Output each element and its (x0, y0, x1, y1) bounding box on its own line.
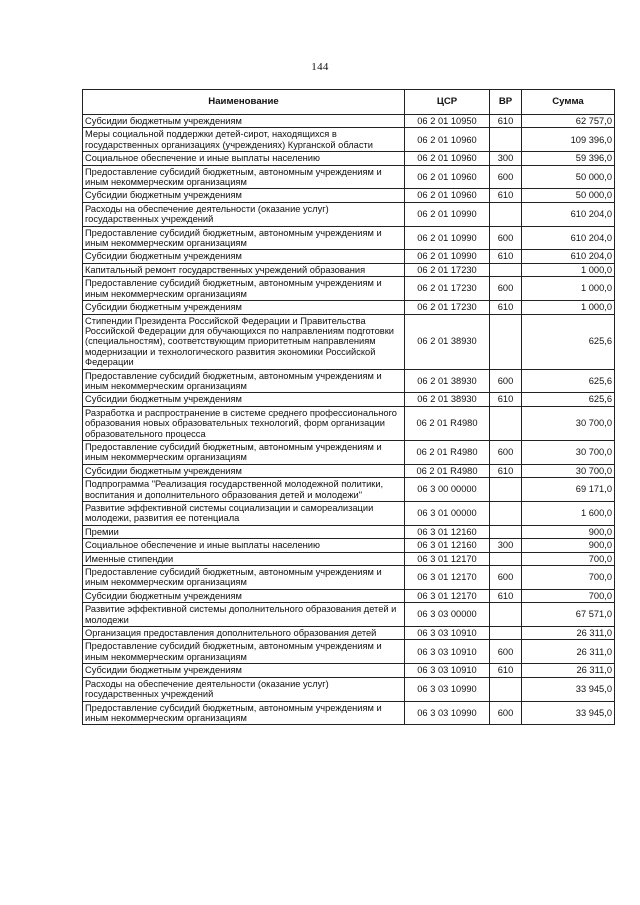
table-row (83, 115, 615, 128)
cell-sum: 50 000,0 (522, 165, 615, 189)
cell-sum: 33 945,0 (522, 677, 615, 701)
cell-csr: 06 3 01 12160 (405, 539, 490, 552)
cell-csr: 06 3 03 10910 (405, 640, 490, 664)
table-row (83, 664, 615, 677)
cell-sum: 900,0 (522, 539, 615, 552)
cell-vr: 600 (490, 440, 522, 464)
cell-vr (490, 552, 522, 565)
cell-name: Премии (83, 525, 405, 538)
table-row (83, 552, 615, 565)
cell-vr: 600 (490, 369, 522, 393)
cell-vr: 610 (490, 250, 522, 263)
budget-table (82, 89, 615, 725)
cell-csr: 06 3 01 12160 (405, 525, 490, 538)
cell-vr: 610 (490, 115, 522, 128)
cell-sum: 700,0 (522, 552, 615, 565)
cell-vr (490, 603, 522, 627)
cell-name: Предоставление субсидий бюджетным, автономным учреждениям и иным некоммерческим организациям (83, 566, 405, 590)
cell-name: Предоставление субсидий бюджетным, автономным учреждениям и иным некоммерческим организациям (83, 640, 405, 664)
cell-csr: 06 3 03 10990 (405, 701, 490, 725)
cell-name: Предоставление субсидий бюджетным, автономным учреждениям и иным некоммерческим организациям (83, 226, 405, 250)
table-row (83, 128, 615, 152)
cell-vr: 600 (490, 701, 522, 725)
cell-csr: 06 2 01 10960 (405, 189, 490, 202)
header-name: Наименование (83, 90, 405, 115)
cell-name: Разработка и распространение в системе среднего профессионального образования новых образовательных технологий, форм организации образовательного процесса (83, 406, 405, 440)
cell-vr (490, 502, 522, 526)
cell-vr (490, 627, 522, 640)
cell-name: Развитие эффективной системы социализации и самореализации молодежи, развития ее потенциала (83, 502, 405, 526)
cell-sum: 69 171,0 (522, 478, 615, 502)
table-row (83, 369, 615, 393)
cell-vr (490, 406, 522, 440)
table-row (83, 189, 615, 202)
cell-vr (490, 478, 522, 502)
cell-name: Предоставление субсидий бюджетным, автономным учреждениям и иным некоммерческим организациям (83, 277, 405, 301)
cell-sum: 625,6 (522, 369, 615, 393)
cell-name: Расходы на обеспечение деятельности (оказание услуг) государственных учреждений (83, 202, 405, 226)
table-row (83, 165, 615, 189)
cell-csr: 06 2 01 38930 (405, 369, 490, 393)
cell-sum: 33 945,0 (522, 701, 615, 725)
cell-sum: 625,6 (522, 314, 615, 369)
cell-name: Предоставление субсидий бюджетным, автономным учреждениям и иным некоммерческим организациям (83, 440, 405, 464)
cell-name: Субсидии бюджетным учреждениям (83, 301, 405, 314)
cell-sum: 1 600,0 (522, 502, 615, 526)
cell-name: Субсидии бюджетным учреждениям (83, 115, 405, 128)
cell-vr: 610 (490, 301, 522, 314)
cell-csr: 06 2 01 10960 (405, 152, 490, 165)
cell-csr: 06 2 01 10960 (405, 128, 490, 152)
table-row (83, 464, 615, 477)
table-row (83, 566, 615, 590)
cell-csr: 06 3 03 10910 (405, 627, 490, 640)
cell-sum: 30 700,0 (522, 440, 615, 464)
cell-csr: 06 3 01 12170 (405, 566, 490, 590)
cell-csr: 06 3 01 00000 (405, 502, 490, 526)
cell-csr: 06 3 01 12170 (405, 589, 490, 602)
cell-csr: 06 2 01 17230 (405, 277, 490, 301)
header-csr: ЦСР (405, 90, 490, 115)
cell-name: Организация предоставления дополнительного образования детей (83, 627, 405, 640)
cell-csr: 06 3 00 00000 (405, 478, 490, 502)
table-row (83, 406, 615, 440)
header-sum: Сумма (522, 90, 615, 115)
cell-sum: 26 311,0 (522, 664, 615, 677)
cell-vr (490, 263, 522, 276)
table-row (83, 277, 615, 301)
cell-name: Предоставление субсидий бюджетным, автономным учреждениям и иным некоммерческим организациям (83, 369, 405, 393)
table-row (83, 502, 615, 526)
table-row (83, 640, 615, 664)
cell-sum: 700,0 (522, 589, 615, 602)
cell-csr: 06 2 01 17230 (405, 301, 490, 314)
cell-name: Субсидии бюджетным учреждениям (83, 589, 405, 602)
cell-csr: 06 2 01 38930 (405, 393, 490, 406)
cell-vr: 610 (490, 464, 522, 477)
cell-vr (490, 202, 522, 226)
cell-vr: 300 (490, 539, 522, 552)
cell-sum: 109 396,0 (522, 128, 615, 152)
cell-csr: 06 2 01 10950 (405, 115, 490, 128)
cell-sum: 1 000,0 (522, 277, 615, 301)
cell-sum: 50 000,0 (522, 189, 615, 202)
header-vr: ВР (490, 90, 522, 115)
cell-sum: 610 204,0 (522, 250, 615, 263)
cell-name: Именные стипендии (83, 552, 405, 565)
cell-vr (490, 525, 522, 538)
cell-sum: 625,6 (522, 393, 615, 406)
table-row (83, 677, 615, 701)
cell-name: Меры социальной поддержки детей-сирот, находящихся в государственных организациях (учреждениях) Курганской области (83, 128, 405, 152)
table-row (83, 202, 615, 226)
cell-sum: 700,0 (522, 566, 615, 590)
cell-csr: 06 3 03 10990 (405, 677, 490, 701)
cell-sum: 1 000,0 (522, 301, 615, 314)
cell-vr (490, 128, 522, 152)
cell-csr: 06 2 01 R4980 (405, 440, 490, 464)
cell-csr: 06 2 01 10990 (405, 226, 490, 250)
cell-sum: 59 396,0 (522, 152, 615, 165)
cell-csr: 06 2 01 R4980 (405, 464, 490, 477)
cell-vr: 610 (490, 664, 522, 677)
cell-vr: 600 (490, 226, 522, 250)
cell-name: Субсидии бюджетным учреждениям (83, 189, 405, 202)
cell-csr: 06 3 03 00000 (405, 603, 490, 627)
cell-csr: 06 2 01 17230 (405, 263, 490, 276)
table-row (83, 263, 615, 276)
cell-csr: 06 2 01 R4980 (405, 406, 490, 440)
cell-vr (490, 314, 522, 369)
cell-csr: 06 3 03 10910 (405, 664, 490, 677)
cell-sum: 26 311,0 (522, 627, 615, 640)
cell-vr: 300 (490, 152, 522, 165)
table-row (83, 701, 615, 725)
cell-sum: 900,0 (522, 525, 615, 538)
cell-sum: 62 757,0 (522, 115, 615, 128)
cell-name: Предоставление субсидий бюджетным, автономным учреждениям и иным некоммерческим организациям (83, 701, 405, 725)
cell-csr: 06 2 01 38930 (405, 314, 490, 369)
cell-sum: 1 000,0 (522, 263, 615, 276)
cell-csr: 06 2 01 10990 (405, 202, 490, 226)
table-row (83, 589, 615, 602)
cell-sum: 610 204,0 (522, 226, 615, 250)
cell-name: Капитальный ремонт государственных учреждений образования (83, 263, 405, 276)
cell-name: Стипендии Президента Российской Федерации и Правительства Российской Федерации для обучающихся по направлениям подготовки (специальностям), соответствующим приоритетным направлениям модернизации и технологического развития экономики Российской Федерации (83, 314, 405, 369)
cell-vr: 610 (490, 393, 522, 406)
cell-sum: 26 311,0 (522, 640, 615, 664)
cell-name: Предоставление субсидий бюджетным, автономным учреждениям и иным некоммерческим организациям (83, 165, 405, 189)
cell-name: Развитие эффективной системы дополнительного образования детей и молодежи (83, 603, 405, 627)
table-row (83, 478, 615, 502)
cell-vr: 600 (490, 277, 522, 301)
cell-vr: 600 (490, 566, 522, 590)
table-row (83, 301, 615, 314)
cell-vr: 600 (490, 165, 522, 189)
cell-name: Социальное обеспечение и иные выплаты населению (83, 539, 405, 552)
table-row (83, 152, 615, 165)
cell-name: Субсидии бюджетным учреждениям (83, 464, 405, 477)
cell-sum: 610 204,0 (522, 202, 615, 226)
table-row (83, 226, 615, 250)
table-row (83, 314, 615, 369)
cell-name: Подпрограмма "Реализация государственной молодежной политики, воспитания и дополнительного образования детей и молодежи" (83, 478, 405, 502)
cell-sum: 30 700,0 (522, 464, 615, 477)
page-number: 144 (311, 61, 329, 73)
cell-csr: 06 2 01 10960 (405, 165, 490, 189)
cell-csr: 06 2 01 10990 (405, 250, 490, 263)
cell-name: Субсидии бюджетным учреждениям (83, 393, 405, 406)
table-row (83, 603, 615, 627)
cell-name: Субсидии бюджетным учреждениям (83, 250, 405, 263)
table-row (83, 393, 615, 406)
cell-sum: 67 571,0 (522, 603, 615, 627)
cell-name: Социальное обеспечение и иные выплаты населению (83, 152, 405, 165)
cell-sum: 30 700,0 (522, 406, 615, 440)
table-body (83, 115, 615, 725)
table-row (83, 539, 615, 552)
table-row (83, 250, 615, 263)
cell-csr: 06 3 01 12170 (405, 552, 490, 565)
table-header-row (83, 90, 615, 115)
cell-vr: 610 (490, 189, 522, 202)
cell-vr: 600 (490, 640, 522, 664)
cell-vr: 610 (490, 589, 522, 602)
cell-vr (490, 677, 522, 701)
cell-name: Расходы на обеспечение деятельности (оказание услуг) государственных учреждений (83, 677, 405, 701)
table-row (83, 440, 615, 464)
table-row (83, 525, 615, 538)
table-row (83, 627, 615, 640)
cell-name: Субсидии бюджетным учреждениям (83, 664, 405, 677)
